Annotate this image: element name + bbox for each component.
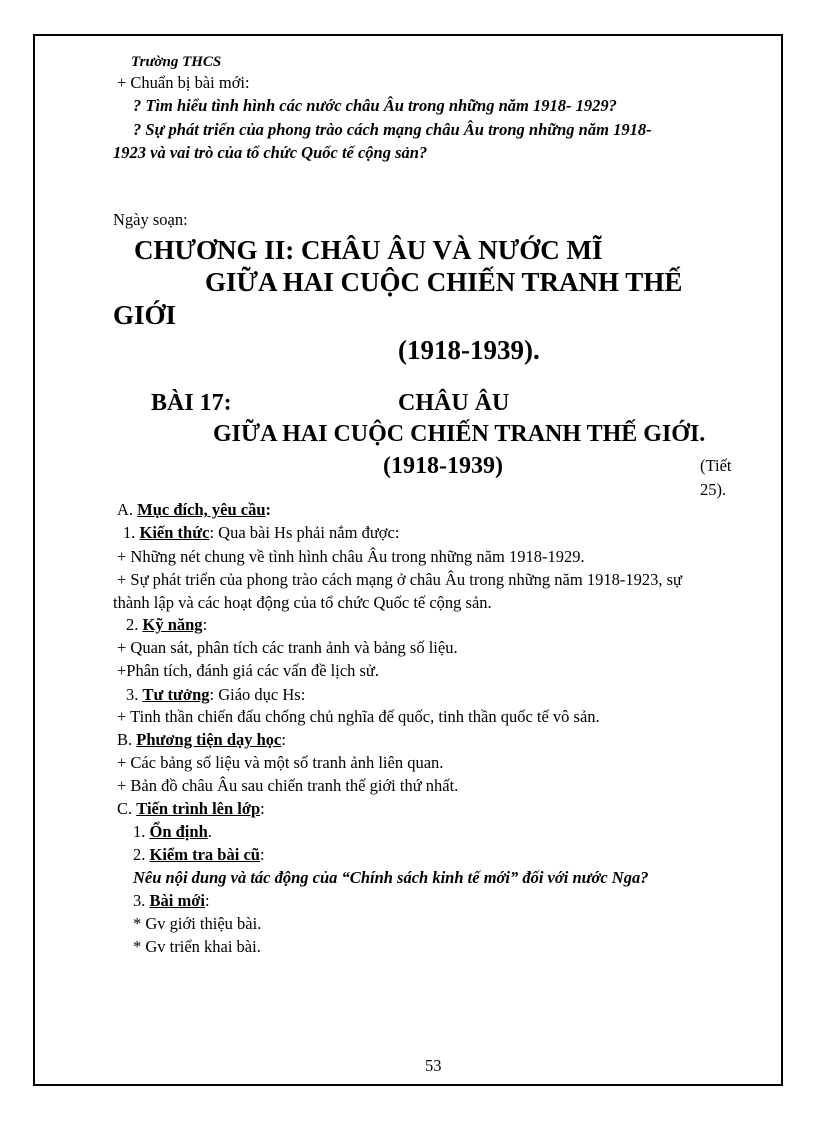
knowledge-heading: 1. Kiến thức: Qua bài Hs phải nắm được: [123, 523, 400, 542]
lesson-label: BÀI 17: [151, 390, 232, 416]
section-a-heading: A. Mục đích, yêu cầu: [117, 500, 272, 519]
materials-item-2: + Bản đồ châu Âu sau chiến tranh thế giới thứ nhất. [117, 776, 459, 795]
skills-item-2: +Phân tích, đánh giá các vấn đề lịch sử. [117, 661, 380, 680]
step-3: 3. Bài mới: [133, 891, 210, 910]
step-2: 2. Kiểm tra bài cũ: [133, 845, 265, 864]
prep-line: + Chuẩn bị bài mới: [117, 73, 250, 92]
new-lesson-item-1: * Gv giới thiệu bài. [133, 914, 262, 933]
section-c-heading: C. Tiến trình lên lớp: [117, 799, 265, 818]
materials-item-1: + Các bảng số liệu và một số tranh ảnh liên quan. [117, 753, 444, 772]
knowledge-item-1: + Những nét chung về tình hình châu Âu trong những năm 1918-1929. [117, 547, 585, 566]
lesson-period-1: (Tiết [700, 456, 732, 475]
prep-question-1: ? Tìm hiểu tình hình các nước châu Âu trong những năm 1918- 1929? [133, 96, 617, 115]
section-b-heading: B. Phương tiện dạy học: [117, 730, 286, 749]
page-number: 53 [425, 1056, 442, 1075]
chapter-title-line-1: CHƯƠNG II: CHÂU ÂU VÀ NƯỚC MĨ [134, 235, 603, 265]
school-name: Trường THCS [131, 54, 222, 70]
attitude-heading: 3. Tư tưởng: Giáo dục Hs: [126, 685, 306, 704]
new-lesson-item-2: * Gv triển khai bài. [133, 937, 261, 956]
date-label: Ngày soạn: [113, 210, 188, 229]
chapter-title-line-2: GIỮA HAI CUỘC CHIẾN TRANH THẾ [205, 267, 683, 297]
attitude-item-1: + Tinh thần chiến đấu chống chủ nghĩa đế quốc, tinh thần quốc tế vô sản. [117, 707, 600, 726]
skills-heading: 2. Kỹ năng: [126, 615, 208, 634]
knowledge-item-2b: thành lập và các hoạt động của tổ chức Quốc tế cộng sản. [113, 593, 492, 612]
lesson-period-2: 25). [700, 480, 727, 499]
knowledge-item-2a: + Sự phát triển của phong trào cách mạng ở châu Âu trong những năm 1918-1923, sự [117, 570, 682, 589]
chapter-title-line-3: GIỚI [113, 300, 177, 330]
prep-question-2a: ? Sự phát triển của phong trào cách mạng châu Âu trong những năm 1918- [133, 120, 652, 139]
step-1: 1. Ổn định. [133, 822, 212, 841]
review-question: Nêu nội dung và tác động của “Chính sách kinh tế mới” đối với nước Nga? [133, 868, 649, 887]
lesson-years: (1918-1939) [383, 453, 503, 479]
chapter-years: (1918-1939). [398, 335, 540, 365]
skills-item-1: + Quan sát, phân tích các tranh ảnh và bảng số liệu. [117, 638, 458, 657]
prep-question-2b: 1923 và vai trò của tổ chức Quốc tế cộng sản? [113, 143, 428, 162]
lesson-title-1: CHÂU ÂU [398, 390, 510, 416]
lesson-title-2: GIỮA HAI CUỘC CHIẾN TRANH THẾ GIỚI. [213, 421, 706, 447]
